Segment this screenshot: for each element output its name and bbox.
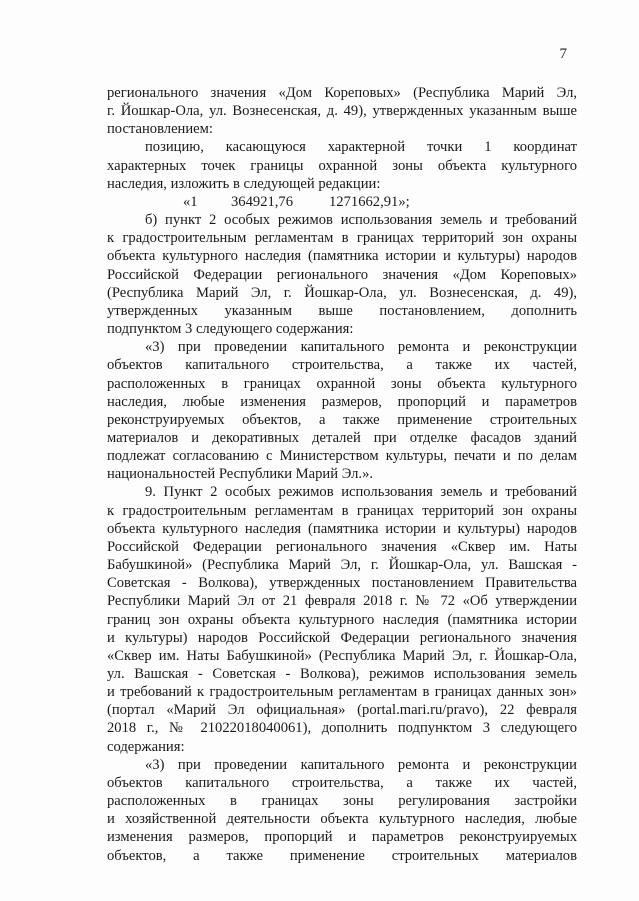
text-line: объектов капитального строительства, а также их частей,	[107, 774, 577, 791]
text-line: объектов капитального строительства, а также их частей,	[107, 357, 577, 374]
text-line: подлежат согласованию с Министерством культуры, печати и по делам	[107, 448, 577, 465]
text-line: расположенных в границах зоны регулирования застройки	[107, 793, 577, 810]
text-line: и требований к градостроительным регламентам в границах данных зон»	[107, 684, 577, 701]
text-line: б) пункт 2 особых режимов использования земель и требований	[145, 212, 577, 229]
text-line: объекта культурного наследия (памятника истории и культуры) народов	[107, 520, 577, 537]
text-line: Советская - Волкова), утвержденных постановлением Правительства	[107, 575, 577, 592]
text-line: «3) при проведении капитального ремонта и реконструкции	[145, 339, 577, 356]
text-line: позицию, касающуюся характерной точки 1 координат	[145, 139, 577, 156]
text-line: национальностей Республики Марий Эл.».	[107, 466, 374, 483]
text-line: «3) при проведении капитального ремонта и реконструкции	[145, 756, 577, 773]
coordinate-point-number: «1	[183, 193, 198, 210]
text-line: границ зон охраны объекта культурного наследия (памятника истории	[107, 611, 577, 628]
text-line: утвержденных указанным выше постановлением, дополнить	[107, 302, 577, 319]
text-line: к градостроительным регламентам в границах территорий зон охраны	[107, 502, 577, 519]
text-line: расположенных в границах охранной зоны объекта культурного	[107, 375, 577, 392]
text-line: реконструируемых объектов, а также применение строительных	[107, 411, 577, 428]
text-line: г. Йошкар-Ола, ул. Вознесенская, д. 49), утвержденных указанным выше	[107, 103, 577, 120]
text-line: объектов, а также применение строительных материалов	[107, 847, 577, 864]
text-line: «Сквер им. Наты Бабушкиной» (Республика Марий Эл, г. Йошкар-Ола,	[107, 647, 577, 664]
text-line: и хозяйственной деятельности объекта культурного наследия, любые	[107, 811, 577, 828]
text-line: Республики Марий Эл от 21 февраля 2018 г. № 72 «Об утверждении	[107, 593, 577, 610]
text-line: (портал «Марий Эл официальная» (portal.mari.ru/pravo), 22 февраля	[107, 702, 577, 719]
text-line: Бабушкиной» (Республика Марий Эл, г. Йошкар-Ола, ул. Вашская -	[107, 557, 577, 574]
text-line: регионального значения «Дом Кореповых» (Республика Марий Эл,	[107, 85, 577, 101]
text-line: характерных точек границы охранной зоны объекта культурного	[107, 157, 577, 174]
text-line: объекта культурного наследия (памятника истории и культуры) народов	[107, 248, 577, 265]
text-line: Российской Федерации регионального значения «Дом Кореповых»	[107, 266, 577, 283]
page-number: 7	[559, 46, 567, 62]
text-line: материалов и декоративных деталей при отделке фасадов зданий	[107, 429, 577, 446]
coordinates-row	[107, 193, 577, 211]
text-line: наследия, любые изменения размеров, пропорций и параметров	[107, 393, 577, 410]
document-body	[107, 84, 577, 865]
text-line: 9. Пункт 2 особых режимов использования земель и требований	[145, 484, 577, 501]
coordinate-x: 364921,76	[231, 193, 294, 210]
text-line: к градостроительным регламентам в границах территорий зон охраны	[107, 230, 577, 247]
text-line: и культуры) народов Российской Федерации регионального значения	[107, 629, 577, 646]
text-line: наследия, изложить в следующей редакции:	[107, 175, 381, 192]
text-line: 2018 г., № 21022018040061), дополнить подпунктом 3 следующего	[107, 720, 577, 737]
coordinate-y: 1271662,91»;	[329, 193, 410, 210]
text-line: Российской Федерации регионального значения «Сквер им. Наты	[107, 538, 577, 555]
text-line: содержания:	[107, 738, 185, 755]
text-line: изменения размеров, пропорций и параметров реконструируемых	[107, 829, 577, 846]
text-line: постановлением:	[107, 121, 213, 138]
text-line: (Республика Марий Эл, г. Йошкар-Ола, ул. Вознесенская, д. 49),	[107, 284, 577, 301]
text-line: подпунктом 3 следующего содержания:	[107, 321, 354, 338]
text-line: ул. Вашская - Советская - Волкова), режимов использования земель	[107, 666, 577, 682]
